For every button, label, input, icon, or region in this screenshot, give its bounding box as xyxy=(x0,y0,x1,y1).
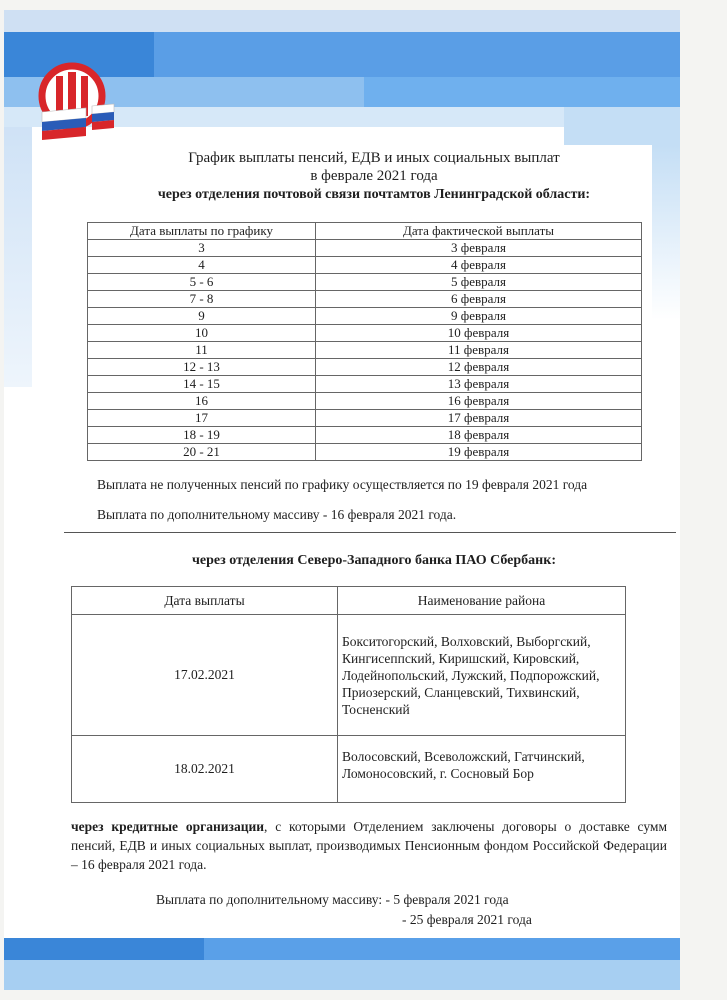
actual-cell: 16 февраля xyxy=(316,393,642,410)
scheduled-cell: 9 xyxy=(88,308,316,325)
table-row xyxy=(88,257,642,274)
district-line: Бокситогорский, Волховский, Выборгский, xyxy=(342,634,591,649)
table-row xyxy=(88,410,642,427)
table-header-row xyxy=(88,223,642,240)
scheduled-cell: 5 - 6 xyxy=(88,274,316,291)
district-line: Приозерский, Сланцевский, Тихвинский, xyxy=(342,685,580,700)
actual-cell: 12 февраля xyxy=(316,359,642,376)
table-row xyxy=(88,427,642,444)
scheduled-cell: 7 - 8 xyxy=(88,291,316,308)
actual-cell: 6 февраля xyxy=(316,291,642,308)
table-row xyxy=(88,393,642,410)
actual-cell: 3 февраля xyxy=(316,240,642,257)
district-list-cell xyxy=(338,615,626,736)
credit-organizations-paragraph xyxy=(71,817,667,874)
post-section-heading: через отделения почтовой связи почтамтов Ленинградской области: xyxy=(157,187,591,202)
credit-organizations-bold: через кредитные организации xyxy=(71,819,265,834)
header-payment-date: Дата выплаты xyxy=(72,587,338,615)
district-list-cell xyxy=(338,736,626,803)
extra-payment-line-1: Выплата по дополнительному массиву: - 5 февраля 2021 года xyxy=(156,892,509,907)
header-scheduled-date: Дата выплаты по графику xyxy=(88,223,316,240)
actual-cell: 9 февраля xyxy=(316,308,642,325)
table-header-row xyxy=(72,587,626,615)
document-page xyxy=(4,10,680,990)
table-row xyxy=(88,240,642,257)
district-line: Лодейнопольский, Лужский, Подпорожский, xyxy=(342,668,600,683)
actual-cell: 19 февраля xyxy=(316,444,642,461)
scheduled-cell: 16 xyxy=(88,393,316,410)
table-row xyxy=(88,291,642,308)
actual-cell: 13 февраля xyxy=(316,376,642,393)
actual-cell: 17 февраля xyxy=(316,410,642,427)
district-line: Кингисеппский, Киришский, Кировский, xyxy=(342,651,580,666)
scheduled-cell: 12 - 13 xyxy=(88,359,316,376)
credit-organizations-text: , с которыми Отделением заключены договоры о доставке сумм пенсий, ЕДВ и иных социальных выплат, производимых Пенсионным фондом Российской Федерации – 16 февраля 2021 года. xyxy=(71,819,668,872)
table-row xyxy=(88,359,642,376)
scheduled-cell: 20 - 21 xyxy=(88,444,316,461)
additional-array-note: Выплата по дополнительному массиву - 16 февраля 2021 года. xyxy=(97,507,457,522)
scheduled-cell: 14 - 15 xyxy=(88,376,316,393)
table-row xyxy=(88,308,642,325)
unpaid-pension-note: Выплата не полученных пенсий по графику осуществляется по 19 февраля 2021 года xyxy=(97,477,588,492)
district-line: Тосненский xyxy=(342,702,410,717)
table-row xyxy=(88,274,642,291)
table-row xyxy=(72,615,626,736)
title-line-2: в феврале 2021 года xyxy=(310,168,438,184)
scheduled-cell: 17 xyxy=(88,410,316,427)
district-line: Волосовский, Всеволожский, Гатчинский, xyxy=(342,749,585,764)
scheduled-cell: 10 xyxy=(88,325,316,342)
scheduled-cell: 3 xyxy=(88,240,316,257)
footer-decorative-band xyxy=(4,938,680,990)
header-district-name: Наименование района xyxy=(338,587,626,615)
scheduled-cell: 18 - 19 xyxy=(88,427,316,444)
district-line: Ломоносовский, г. Сосновый Бор xyxy=(342,766,534,781)
table-row xyxy=(72,736,626,803)
header-actual-date: Дата фактической выплаты xyxy=(316,223,642,240)
sber-payment-table xyxy=(71,586,626,803)
title-line-1: График выплаты пенсий, ЕДВ и иных социальных выплат xyxy=(188,150,560,166)
scheduled-cell: 4 xyxy=(88,257,316,274)
table-row xyxy=(88,444,642,461)
actual-cell: 11 февраля xyxy=(316,342,642,359)
payment-date-cell: 18.02.2021 xyxy=(72,736,338,803)
section-divider xyxy=(64,532,676,533)
table-row xyxy=(88,376,642,393)
sber-section-heading: через отделения Северо-Западного банка ПАО Сбербанк: xyxy=(192,553,556,568)
payment-date-cell: 17.02.2021 xyxy=(72,615,338,736)
scheduled-cell: 11 xyxy=(88,342,316,359)
actual-cell: 4 февраля xyxy=(316,257,642,274)
post-payment-table xyxy=(87,222,642,461)
table-row xyxy=(88,342,642,359)
table-row xyxy=(88,325,642,342)
actual-cell: 10 февраля xyxy=(316,325,642,342)
actual-cell: 5 февраля xyxy=(316,274,642,291)
actual-cell: 18 февраля xyxy=(316,427,642,444)
extra-payment-line-2: - 25 февраля 2021 года xyxy=(402,912,532,927)
pfr-logo-icon xyxy=(34,60,124,140)
